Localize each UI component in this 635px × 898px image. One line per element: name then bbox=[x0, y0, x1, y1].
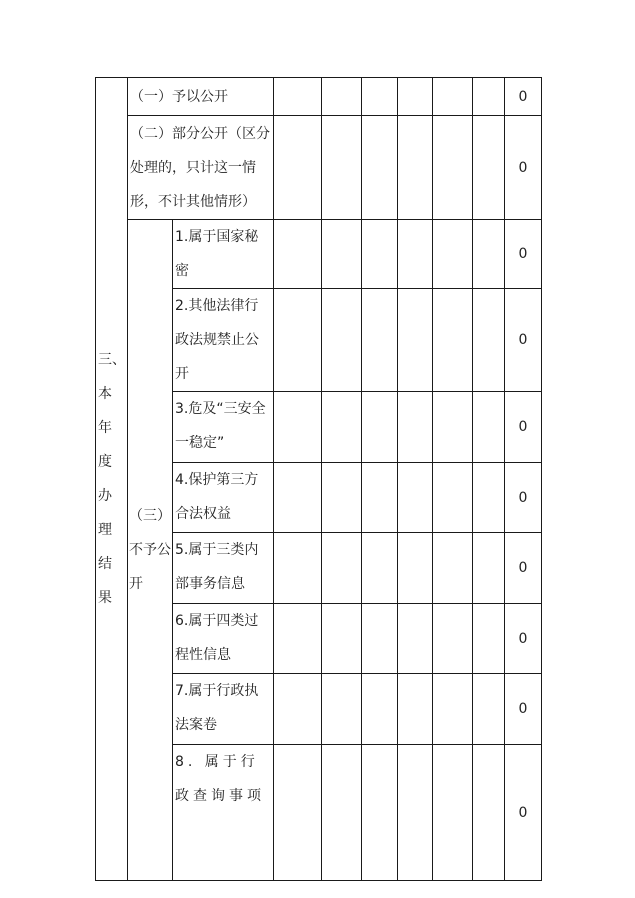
empty-cell bbox=[362, 533, 398, 604]
empty-cell bbox=[473, 116, 505, 220]
empty-cell bbox=[274, 604, 322, 674]
empty-cell bbox=[433, 463, 473, 533]
total-cell: 0 bbox=[505, 289, 542, 392]
empty-cell bbox=[274, 674, 322, 745]
empty-cell bbox=[322, 392, 362, 463]
empty-cell bbox=[473, 604, 505, 674]
empty-cell bbox=[433, 745, 473, 881]
total-cell: 0 bbox=[505, 463, 542, 533]
empty-cell bbox=[322, 78, 362, 116]
empty-cell bbox=[473, 289, 505, 392]
table-row bbox=[96, 116, 542, 220]
empty-cell bbox=[362, 745, 398, 881]
total-cell: 0 bbox=[505, 604, 542, 674]
empty-cell bbox=[473, 463, 505, 533]
empty-cell bbox=[362, 463, 398, 533]
row-label: （二）部分公开（区分处理的，只计这一情形，不计其他情形） bbox=[128, 116, 274, 220]
empty-cell bbox=[398, 78, 433, 116]
empty-cell bbox=[473, 78, 505, 116]
empty-cell bbox=[433, 78, 473, 116]
empty-cell bbox=[473, 674, 505, 745]
non-disclosure-label: （三）不予公开 bbox=[128, 220, 173, 881]
total-cell: 0 bbox=[505, 745, 542, 881]
total-cell: 0 bbox=[505, 220, 542, 289]
empty-cell bbox=[274, 533, 322, 604]
reason-label: 7.属于行政执法案卷 bbox=[173, 674, 274, 745]
empty-cell bbox=[322, 745, 362, 881]
empty-cell bbox=[398, 116, 433, 220]
row-label: （一）予以公开 bbox=[128, 78, 274, 116]
empty-cell bbox=[322, 289, 362, 392]
reason-label: 8. 属于行政查询事项 bbox=[173, 745, 274, 881]
total-cell: 0 bbox=[505, 533, 542, 604]
total-cell: 0 bbox=[505, 674, 542, 745]
empty-cell bbox=[322, 220, 362, 289]
reason-label: 6.属于四类过程性信息 bbox=[173, 604, 274, 674]
empty-cell bbox=[473, 533, 505, 604]
empty-cell bbox=[398, 533, 433, 604]
empty-cell bbox=[433, 220, 473, 289]
reason-label: 1.属于国家秘密 bbox=[173, 220, 274, 289]
reason-label: 5.属于三类内部事务信息 bbox=[173, 533, 274, 604]
empty-cell bbox=[473, 220, 505, 289]
empty-cell bbox=[433, 392, 473, 463]
empty-cell bbox=[322, 463, 362, 533]
category-cell: 三、本年度办理结果 bbox=[96, 78, 128, 881]
empty-cell bbox=[274, 463, 322, 533]
empty-cell bbox=[274, 116, 322, 220]
reason-label: 2.其他法律行政法规禁止公开 bbox=[173, 289, 274, 392]
empty-cell bbox=[473, 392, 505, 463]
empty-cell bbox=[322, 604, 362, 674]
empty-cell bbox=[398, 745, 433, 881]
empty-cell bbox=[398, 392, 433, 463]
empty-cell bbox=[362, 220, 398, 289]
empty-cell bbox=[362, 289, 398, 392]
empty-cell bbox=[274, 220, 322, 289]
empty-cell bbox=[322, 533, 362, 604]
empty-cell bbox=[433, 604, 473, 674]
empty-cell bbox=[362, 604, 398, 674]
empty-cell bbox=[473, 745, 505, 881]
total-cell: 0 bbox=[505, 392, 542, 463]
empty-cell bbox=[322, 674, 362, 745]
table-row bbox=[96, 220, 542, 289]
empty-cell bbox=[433, 289, 473, 392]
empty-cell bbox=[274, 289, 322, 392]
empty-cell bbox=[398, 289, 433, 392]
empty-cell bbox=[433, 533, 473, 604]
table-row bbox=[96, 78, 542, 116]
empty-cell bbox=[274, 78, 322, 116]
empty-cell bbox=[274, 392, 322, 463]
reason-label: 3.危及“三安全一稳定” bbox=[173, 392, 274, 463]
empty-cell bbox=[362, 392, 398, 463]
empty-cell bbox=[398, 463, 433, 533]
empty-cell bbox=[398, 674, 433, 745]
total-cell: 0 bbox=[505, 116, 542, 220]
total-cell: 0 bbox=[505, 78, 542, 116]
empty-cell bbox=[398, 220, 433, 289]
disclosure-results-table bbox=[95, 77, 542, 881]
empty-cell bbox=[362, 674, 398, 745]
empty-cell bbox=[433, 116, 473, 220]
empty-cell bbox=[322, 116, 362, 220]
reason-label: 4.保护第三方合法权益 bbox=[173, 463, 274, 533]
empty-cell bbox=[362, 78, 398, 116]
empty-cell bbox=[362, 116, 398, 220]
empty-cell bbox=[398, 604, 433, 674]
empty-cell bbox=[274, 745, 322, 881]
empty-cell bbox=[433, 674, 473, 745]
